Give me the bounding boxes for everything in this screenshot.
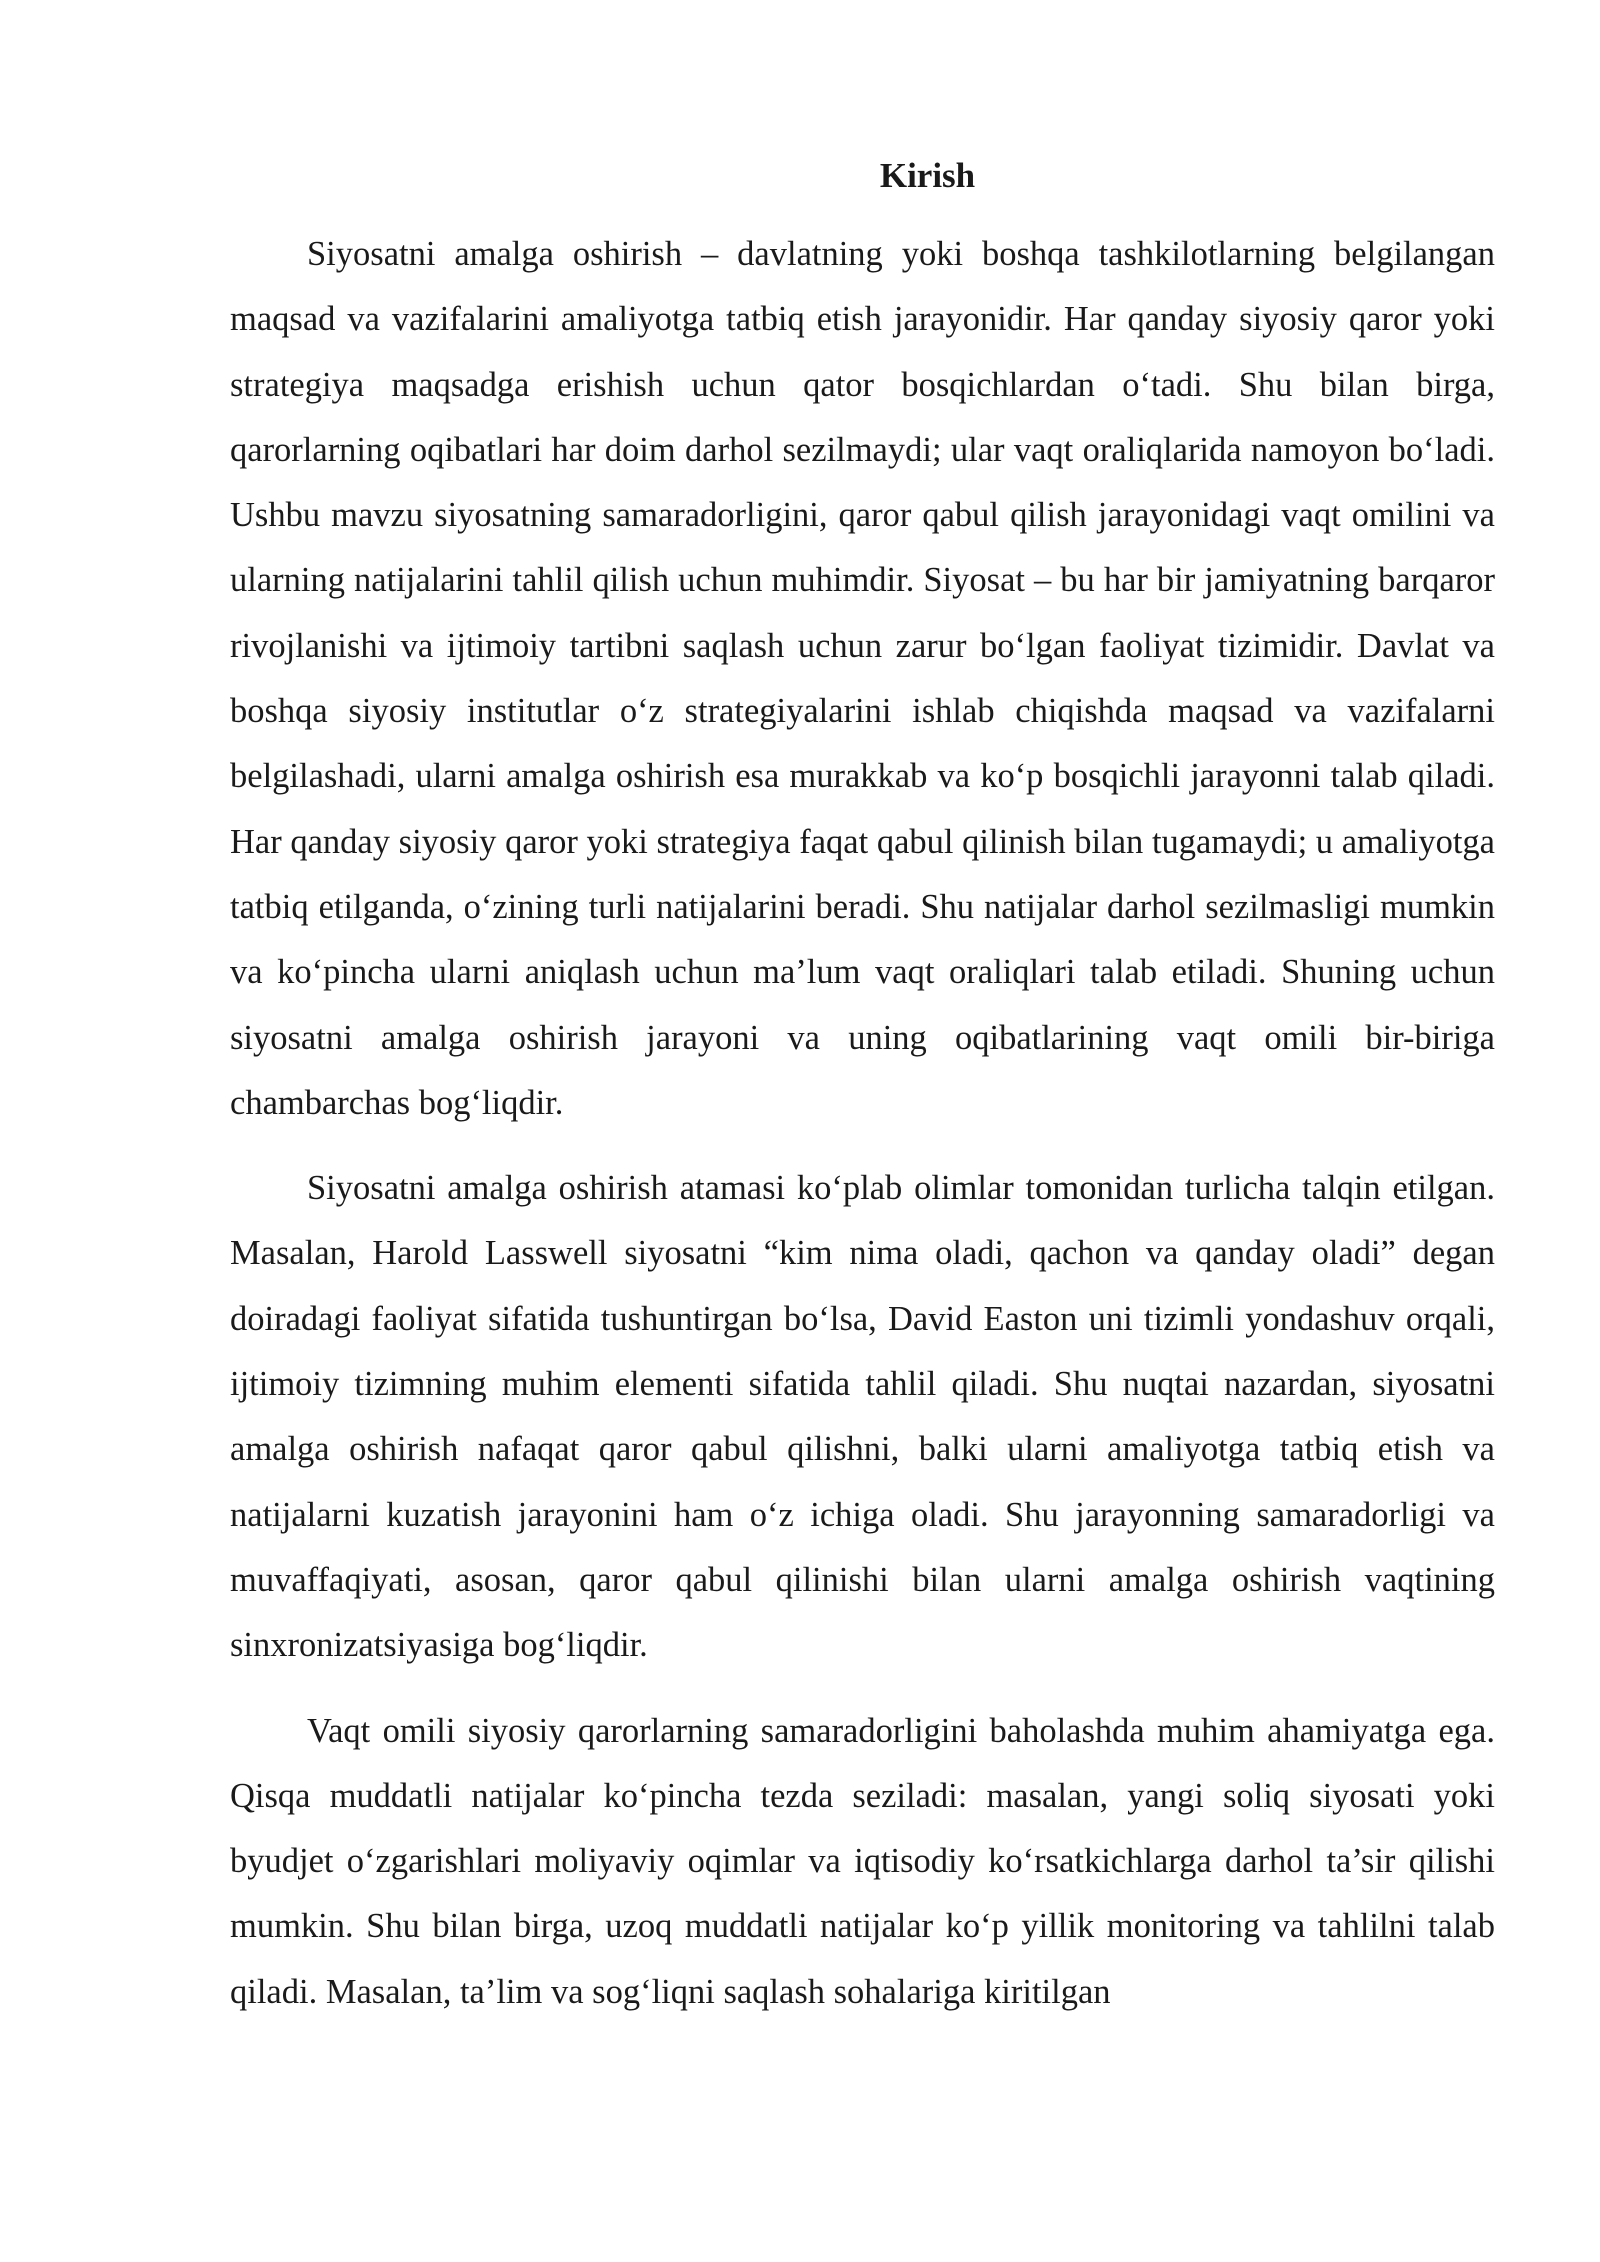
paragraph-3: Vaqt omili siyosiy qarorlarning samaradorligini baholashda muhim ahamiyatga ega. Qisqa muddatli natijalar ko‘pincha tezda seziladi: masalan, yangi soliq siyosati yoki byudjet o‘zgarishlari moliyaviy oqimlar va iqtisodiy ko‘rsatkichlarga darhol ta’sir qilishi mumkin. Shu bilan birga, uzoq muddatli natijalar ko‘p yillik monitoring va tahlilni talab qiladi. Masalan, ta’lim va sog‘liqni saqlash sohalariga kiritilgan <box>230 1711 1495 2011</box>
paragraph-1: Siyosatni amalga oshirish – davlatning yoki boshqa tashkilotlarning belgilangan maqsad va vazifalarini amaliyotga tatbiq etish jarayonidir. Har qanday siyosiy qaror yoki strategiya maqsadga erishish uchun qator bosqichlardan o‘tadi. Shu bilan birga, qarorlarning oqibatlari har doim darhol sezilmaydi; ular vaqt oraliqlarida namoyon bo‘ladi. Ushbu mavzu siyosatning samaradorligini, qaror qabul qilish jarayonidagi vaqt omilini va ularning natijalarini tahlil qilish uchun muhimdir. Siyosat – bu har bir jamiyatning barqaror rivojlanishi va ijtimoiy tartibni saqlash uchun zarur bo‘lgan faoliyat tizimidir. Davlat va boshqa siyosiy institutlar o‘z strategiyalarini ishlab chiqishda maqsad va vazifalarni belgilashadi, ularni amalga oshirish esa murakkab va ko‘p bosqichli jarayonni talab qiladi. Har qanday siyosiy qaror yoki strategiya faqat qabul qilinish bilan tugamaydi; u amaliyotga tatbiq etilganda, o‘zining turli natijalarini beradi. Shu natijalar darhol sezilmasligi mumkin va ko‘pincha ularni aniqlash uchun ma’lum vaqt oraliqlari talab etiladi. Shuning uchun siyosatni amalga oshirish jarayoni va uning oqibatlarining vaqt omili bir-biriga chambarchas bog‘liqdir. <box>230 235 1495 1122</box>
page-title: Kirish <box>879 156 976 195</box>
paragraph-2: Siyosatni amalga oshirish atamasi ko‘plab olimlar tomonidan turlicha talqin etilgan. Masalan, Harold Lasswell siyosatni “kim nima oladi, qachon va qanday oladi” degan doiradagi faoliyat sifatida tushuntirgan bo‘lsa, David Easton uni tizimli yondashuv orqali, ijtimoiy tizimning muhim elementi sifatida tahlil qiladi. Shu nuqtai nazardan, siyosatni amalga oshirish nafaqat qaror qabul qilishni, balki ularni amaliyotga tatbiq etish va natijalarni kuzatish jarayonini ham o‘z ichiga oladi. Shu jarayonning samaradorligi va muvaffaqiyati, asosan, qaror qabul qilinishi bilan ularni amalga oshirish vaqtining sinxronizatsiyasiga bog‘liqdir. <box>230 1169 1495 1665</box>
document-body <box>230 148 1495 2025</box>
